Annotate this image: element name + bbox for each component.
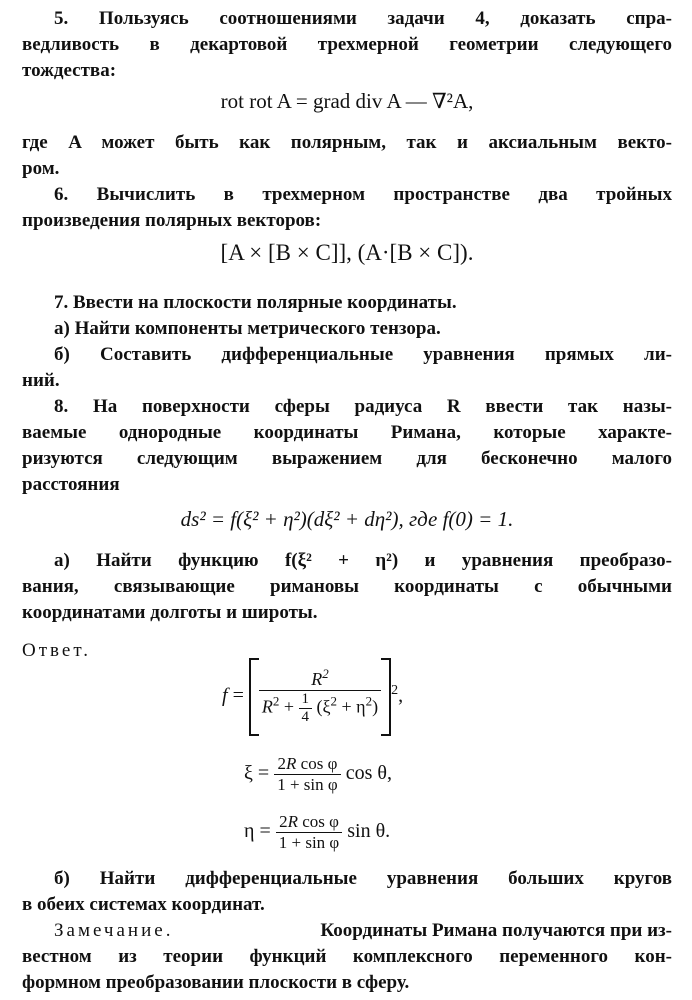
note-line-3: формном преобразовании плоскости в сферу. [22,972,410,993]
answer-label: Ответ. [22,640,91,661]
problem-6-line-2: произведения полярных векторов: [22,210,322,231]
problem-8-part-b-line-1: б) Найти дифференциальные уравнения больших кругов [54,868,672,889]
problem-8-part-a-line-3: координатами долготы и широты. [22,602,318,623]
answer-f-formula: f = $R^2$ $R^2$ + $\frac{1}{4}$ $(\xi^2 + \eta^2)$ $^2$, [222,658,403,736]
problem-7-part-b-line-2: ний. [22,370,60,391]
problem-5-formula: rot rot A = grad div A — ∇²A, [220,89,474,113]
problem-8-line-3: ризуются следующим выражением для бесконечно малого [22,448,672,469]
problem-8-line-1: 8. На поверхности сферы радиуса R ввести так назы- [54,396,672,417]
answer-xi-formula: ξ = $\frac{\text{2R cos φ}}{\text{1 + sin φ}}$ cos θ, [244,754,392,794]
note-line-2: вестном из теории функций комплексного переменного кон- [22,946,672,967]
problem-8-part-a-line-2: вания, связывающие римановы координаты с обычными [22,576,672,597]
problem-8-part-b-line-2: в обеих системах координат. [22,894,265,915]
note-line-1 [54,918,672,944]
problem-8-line-2: ваемые однородные координаты Римана, которые характе- [22,422,672,443]
problem-7-line-1: 7. Ввести на плоскости полярные координаты. [54,292,457,313]
answer-eta-formula: η = $\frac{\text{2R cos φ}}{\text{1 + sin φ}}$ sin θ. [244,812,391,852]
problem-5-line-1: 5. Пользуясь соотношениями задачи 4, доказать спра- [54,8,672,29]
problem-5-line-2: ведливость в декартовой трехмерной геометрии следующего [22,34,672,55]
problem-8-part-a-line-1: а) Найти функцию f(ξ² + η²) и уравнения преобразо- [54,550,672,571]
problem-5-line-4: где A может быть как полярным, так и аксиальным векто- [22,132,672,153]
problem-6-formula: [A × [B × C]], (A·[B × C]). [220,240,474,265]
problem-7-part-b-line-1: б) Составить дифференциальные уравнения прямых ли- [54,344,672,365]
problem-8-metric-formula: ds² = f(ξ² + η²)(dξ² + dη²), где f(0) = 1. [180,507,514,531]
note-text-1: Координаты Римана получаются при из- [320,920,672,941]
problem-8-line-4: расстояния [22,474,120,495]
problem-6-line-1: 6. Вычислить в трехмерном пространстве два тройных [54,184,672,205]
problem-5-line-5: ром. [22,158,60,179]
note-label: Замечание. [54,920,174,941]
problem-7-part-a: а) Найти компоненты метрического тензора. [54,318,441,339]
problem-5-line-3: тождества: [22,60,117,81]
